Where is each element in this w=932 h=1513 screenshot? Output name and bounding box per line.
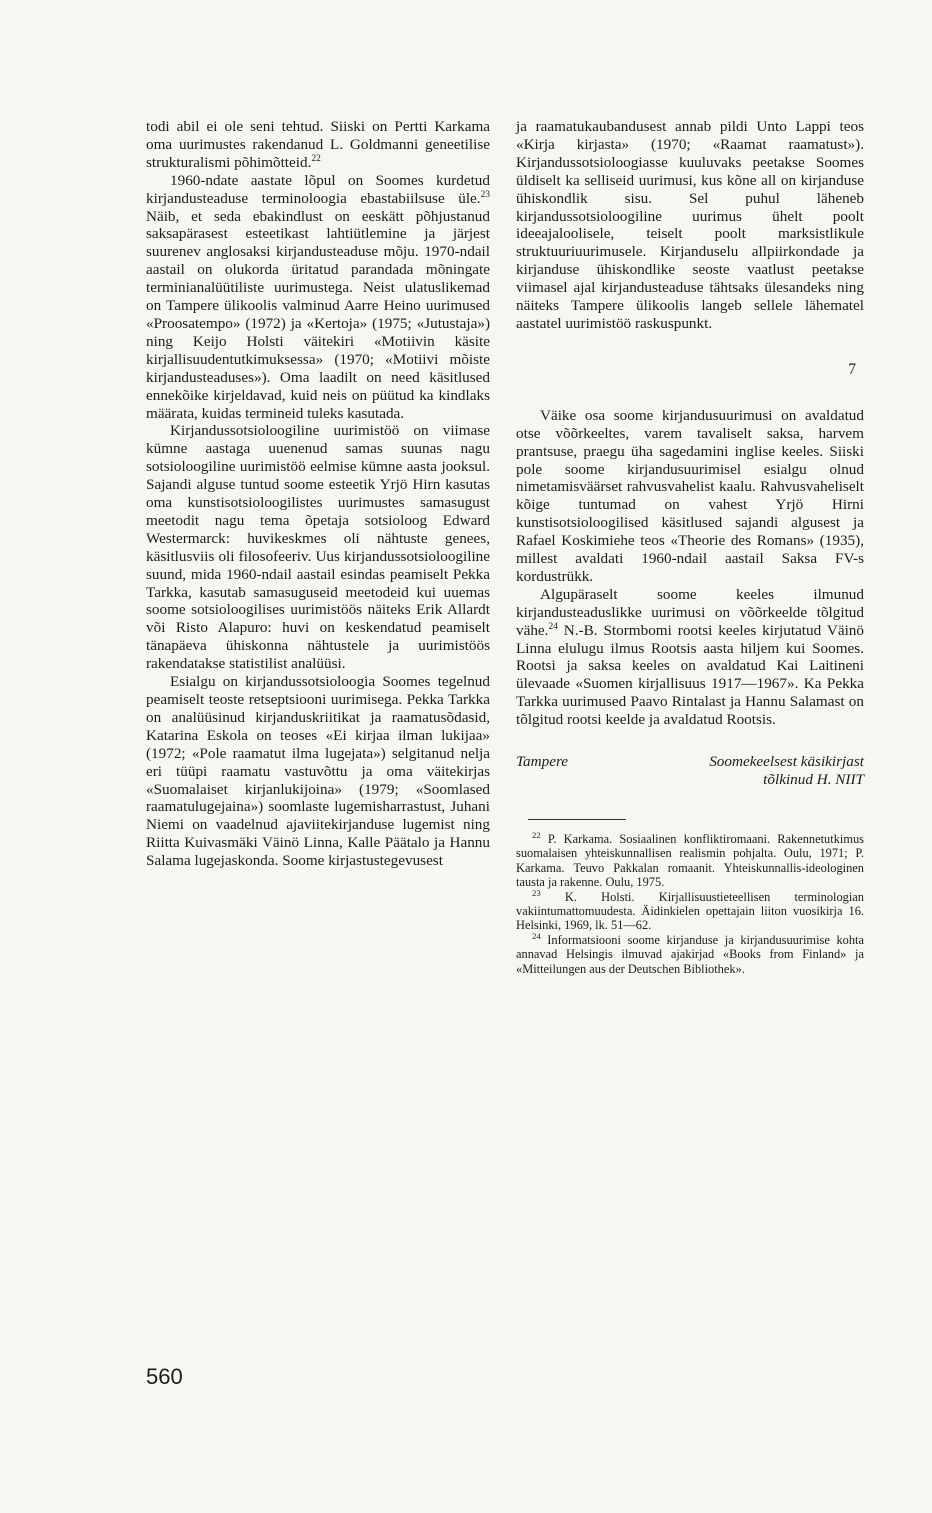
left-column (146, 118, 490, 870)
footnote: $^{24}$ Informatsiooni soome kirjanduse ja kirjandusuurimise kohta annavad Helsingis ilmuvad ajakirjad «Books from Finland» ja «Mitteilungen aus der Deutschen Bibliothek». (516, 930, 864, 976)
footnote: $^{23}$ K. Holsti. Kirjallisuustieteellisen terminologian vakiintumattomuudesta. Äidinkielen opettajain liiton vuosikirja 16. Helsinki, 1969, lk. 51—62. (516, 887, 864, 933)
translator-line: tõlkinud H. NIIT (763, 771, 864, 788)
signature (516, 753, 864, 789)
paragraph: Esialgu on kirjandussotsioloogia Soomes tegelnud peamiselt teoste retseptsiooni uurimisega. Pekka Tarkka on analüüsinud kirjanduskriitikat ja raamatusõdasid, Katarina Eskola on teoses «Ei kirjaa ilman lukijaa» (1972; «Pole raamatut ilma lugejata») selgitanud nelja eri tüüpi raamatu vastuvõttu ja oma väitekirjas «Suomalaiset kirjanlukijoina» (1979; «Soomlased raamatulugejaina») soomlaste lugemisharrastust, Juhani Niemi on vaadelnud ajaviitekirjanduse lugemist ning Riitta Kuivasmäki Väinö Linna, Kalle Päätalo ja Hannu Salama lugejaskonda. Soome kirjastustegevusest (146, 673, 490, 870)
paragraph: todi abil ei ole seni tehtud. Siiski on Pertti Karkama oma uurimustes rakendanud L. Goldmanni geneetilise strukturalismi põhimõtteid.$^{22}$ (146, 118, 490, 171)
paragraph: ja raamatukaubandusest annab pildi Unto Lappi teos «Kirja kirjasta» (1970; «Raamat raamatust»). Kirjandussotsioloogiasse kuuluvaks peetakse Soomes üldiselt ka selliseid uurimusi, kus kõne all on kirjanduse ühiskondlik sisu. Sel puhul läheneb kirjandussotsioloogiline uurimus ühelt poolt ideeajaloolisele, teiselt poolt marksistlikule struktuuriuurimusele. Kirjanduselu allpiirkondade ja kirjanduse ühiskondlike seoste vaatlust peetakse viimasel ajal kirjandusteaduse tähtsaks ülesandeks ning näiteks Tampere ülikoolis langeb sellele lähematel aastatel uurimistöö raskuspunkt. (516, 118, 864, 332)
page-number: 560 (146, 1364, 183, 1389)
footnotes (516, 829, 864, 976)
section-number: 7 (848, 360, 856, 378)
signature-place: Tampere (516, 753, 569, 771)
paragraph: Väike osa soome kirjandusuurimusi on avaldatud otse võõrkeeltes, varem tavaliselt saksa, harvem prantsuse, praegu üha sagedamini inglise keeles. Siiski pole soome kirjandusuurimisel esialgu olnud nimetamisväärset rahvusvahelist kaalu. Rahvusvaheliselt kõige tuntumad on vahest Yrjö Hirni kunstisotsioloogilised käsitlused sajandi algusest ja Rafael Koskimiehe teos «Theorie des Romans» (1935), millest avaldati 1960-ndail aastail Saksa FV-s kordustrükk. (516, 406, 864, 585)
paragraph: 1960-ndate aastate lõpul on Soomes kurdetud kirjandusteaduse terminoloogia ebastabiilsuse üle.$^{23}$ Näib, et seda ebakindlust on eeskätt põhjustanud saksapärasest esteetikast lahtiütlemine ja järjest suurenev anglosaksi kirjandusteaduse mõju. 1970-ndail aastail on olukorda üritatud parandada mõningate terminianalüütiliste uurimustega. Neist ulatuslikemad on Tampere ülikoolis valminud Aarre Heino uurimused «Proosatempo» (1972) ja «Kertoja» (1975; «Jutustaja») ning Keijo Holsti väitekiri «Motiivin käsite kirjallisuudentutkimuksessa» (1970; «Motiivi mõiste kirjandusteaduses»). Oma laadilt on need käsitlused ennekõike kirjeldavad, kuid neis on püütud ka kindlaks määrata, kuidas termineid tuleks kasutada. (146, 171, 490, 422)
footnote-ref[interactable]: 24 (548, 621, 558, 632)
signature-line: Soomekeelsest käsikirjast (709, 753, 864, 771)
paragraph: Kirjandussotsioloogiline uurimistöö on viimase kümne aastaga uuenenud samas suunas nagu sotsioloogiline uurimistöö eelmise kümne aasta jooksul. Sajandi alguse tuntud soome esteetik Yrjö Hirn kasutas oma kunstisotsioloogilistes uurimustes samasugust meetodit nagu tema õpetaja sotsioloog Edward Westermarck: huvikeskmes oli nähtuste genees, käsitlusviis oli filosofeeriv. Uus kirjandussotsioloogiline suund, mida 1960-ndail aastail esindas peamiselt Pekka Tarkka, kasutab samasuguseid meetodeid kui uuemas soome sotsioloogilises uurimistöös näiteks Erik Allardt või Risto Alapuro: huvi on keskendatud peamiselt tänapäeva ühiskonna nähtustele ja uurimistöös rakendatakse statistilist analüüsi. (146, 422, 490, 673)
footnote: $^{22}$ P. Karkama. Sosiaalinen konfliktiromaani. Rakennetutkimus suomalaisen yhteiskunnallisen realismin pohjalta. Oulu, 1971; P. Karkama. Teuvo Pakkalan romaanit. Yhteiskunnallis-ideologinen tausta ja rakenne. Oulu, 1975. (516, 829, 864, 890)
footnote-ref[interactable]: 23 (480, 189, 490, 200)
footnote-ref[interactable]: 22 (311, 153, 321, 164)
paragraph: Algupäraselt soome keeles ilmunud kirjandusteaduslikke uurimusi on võõrkeelde tõlgitud vähe.$^{24}$ N.-B. Stormbomi rootsi keeles kirjutatud Väinö Linna elulugu ilmus Rootsis aasta hiljem kui Soomes. Rootsi ja saksa keeles on avaldatud Kai Laitineni ülevaade «Suomen kirjallisuus 1917—1967». Ka Pekka Tarkka uurimused Paavo Rintalast ja Hannu Salamast on tõlgitud rootsi keelde ja avaldatud Rootsis. (516, 585, 864, 729)
right-column (516, 118, 864, 976)
footnote-divider (528, 819, 626, 820)
